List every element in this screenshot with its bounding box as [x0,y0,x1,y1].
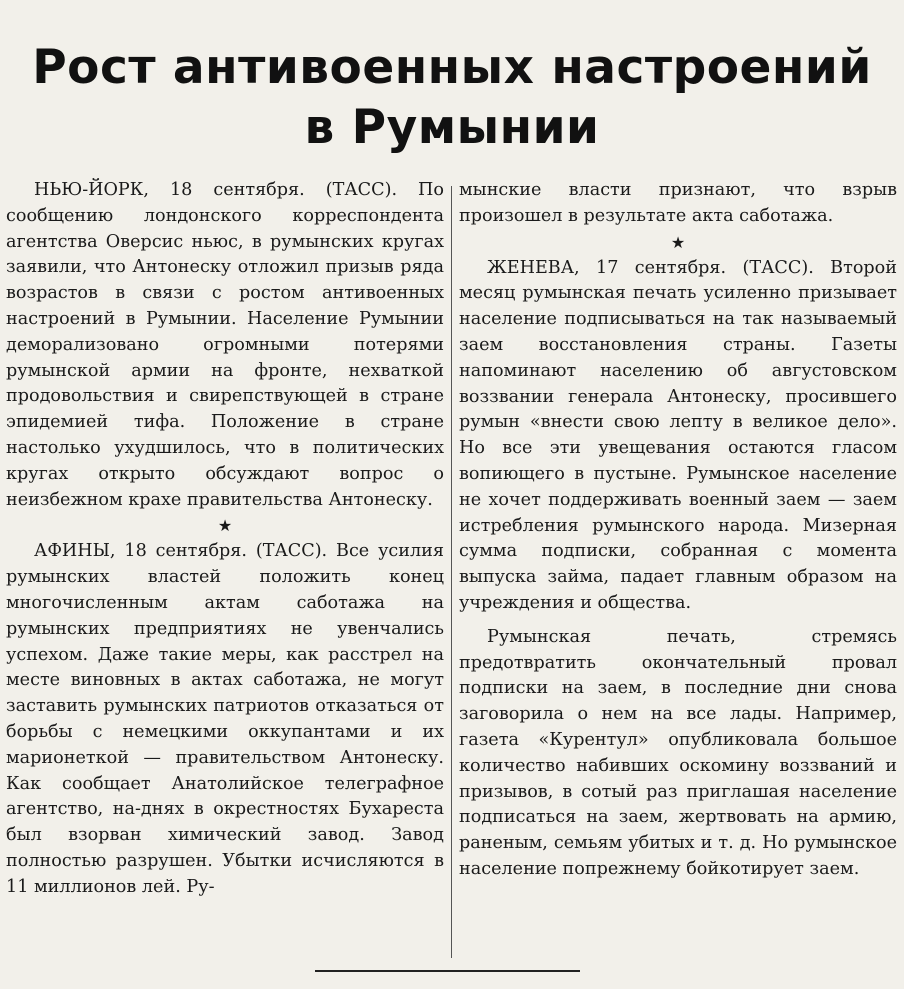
dispatch-athens: АФИНЫ, 18 сентября. (ТАСС). Все усилия румынских властей положить конец многочисленным актам саботажа на румынских предприятиях не увенчались успехом. Даже такие меры, как расстрел на месте виновных в актах саботажа, не могут заставить румынских патриотов отказаться от борьбы с немецкими оккупантами и их марионеткой — правительством Антонеску. Как сообщает Анатолийское телеграфное агентство, на-днях в окрестностях Бухареста был взорван химический завод. Завод полностью разрушен. Убытки исчисляются в 11 миллионов лей. Ру- [6,541,444,897]
dispatch-geneva: ЖЕНЕВА, 17 сентября. (ТАСС). Второй месяц румынская печать усиленно призывает население подписываться на так называемый заем восстановления страны. Газеты напоминают населению об августовском воззвании генерала Антонеску, просившего румын «внести свою лепту в великое дело». Но все эти увещевания остаются гласом вопиющего в пустыне. Румынское население не хочет поддерживать военный заем — заем истребления румынского народа. Мизерная сумма подписки, собранная с момента выпуска займа, падает главным образом на учреждения и общества. [459,257,897,613]
section-star-separator: ★ [670,232,686,252]
athens-continuation: мынские власти признают, что взрыв произошел в результате акта саботажа. [459,180,897,226]
headline-line-2: в Румынии [304,100,600,155]
section-star-separator: ★ [217,516,233,536]
left-column [6,178,444,901]
geneva-paragraph-2: Румынская печать, стремясь предотвратить окончательный провал подписки на заем, в последние дни снова заговорила о нем на все лады. Например, газета «Курентул» опубликовала большое количество набивших оскомину воззваний и призывов, в сотый раз приглашая население подписаться на заем, жертвовать на армию, раненым, семьям убитых и т. д. Но румынское население попрежнему бойкотирует заем. [459,626,897,879]
column-divider [451,186,452,958]
article-headline [0,38,904,158]
right-column [459,178,897,883]
dispatch-new-york: НЬЮ-ЙОРК, 18 сентября. (ТАСС). По сообщению лондонского корреспондента агентства Оверсис ньюс, в румынских кругах заявили, что Антонеску отложил призыв ряда возрастов в связи с ростом антивоенных настроений в Румынии. Население Румынии деморализовано огромными потерями румынской армии на фронте, нехваткой продовольствия и свирепствующей в стране эпидемией тифа. Положение в стране настолько ухудшилось, что в политических кругах открыто обсуждают вопрос о неизбежном крахе правительства Антонеску. [6,180,444,510]
headline-line-1: Рост антивоенных настроений [32,40,872,95]
bottom-rule [315,970,580,972]
